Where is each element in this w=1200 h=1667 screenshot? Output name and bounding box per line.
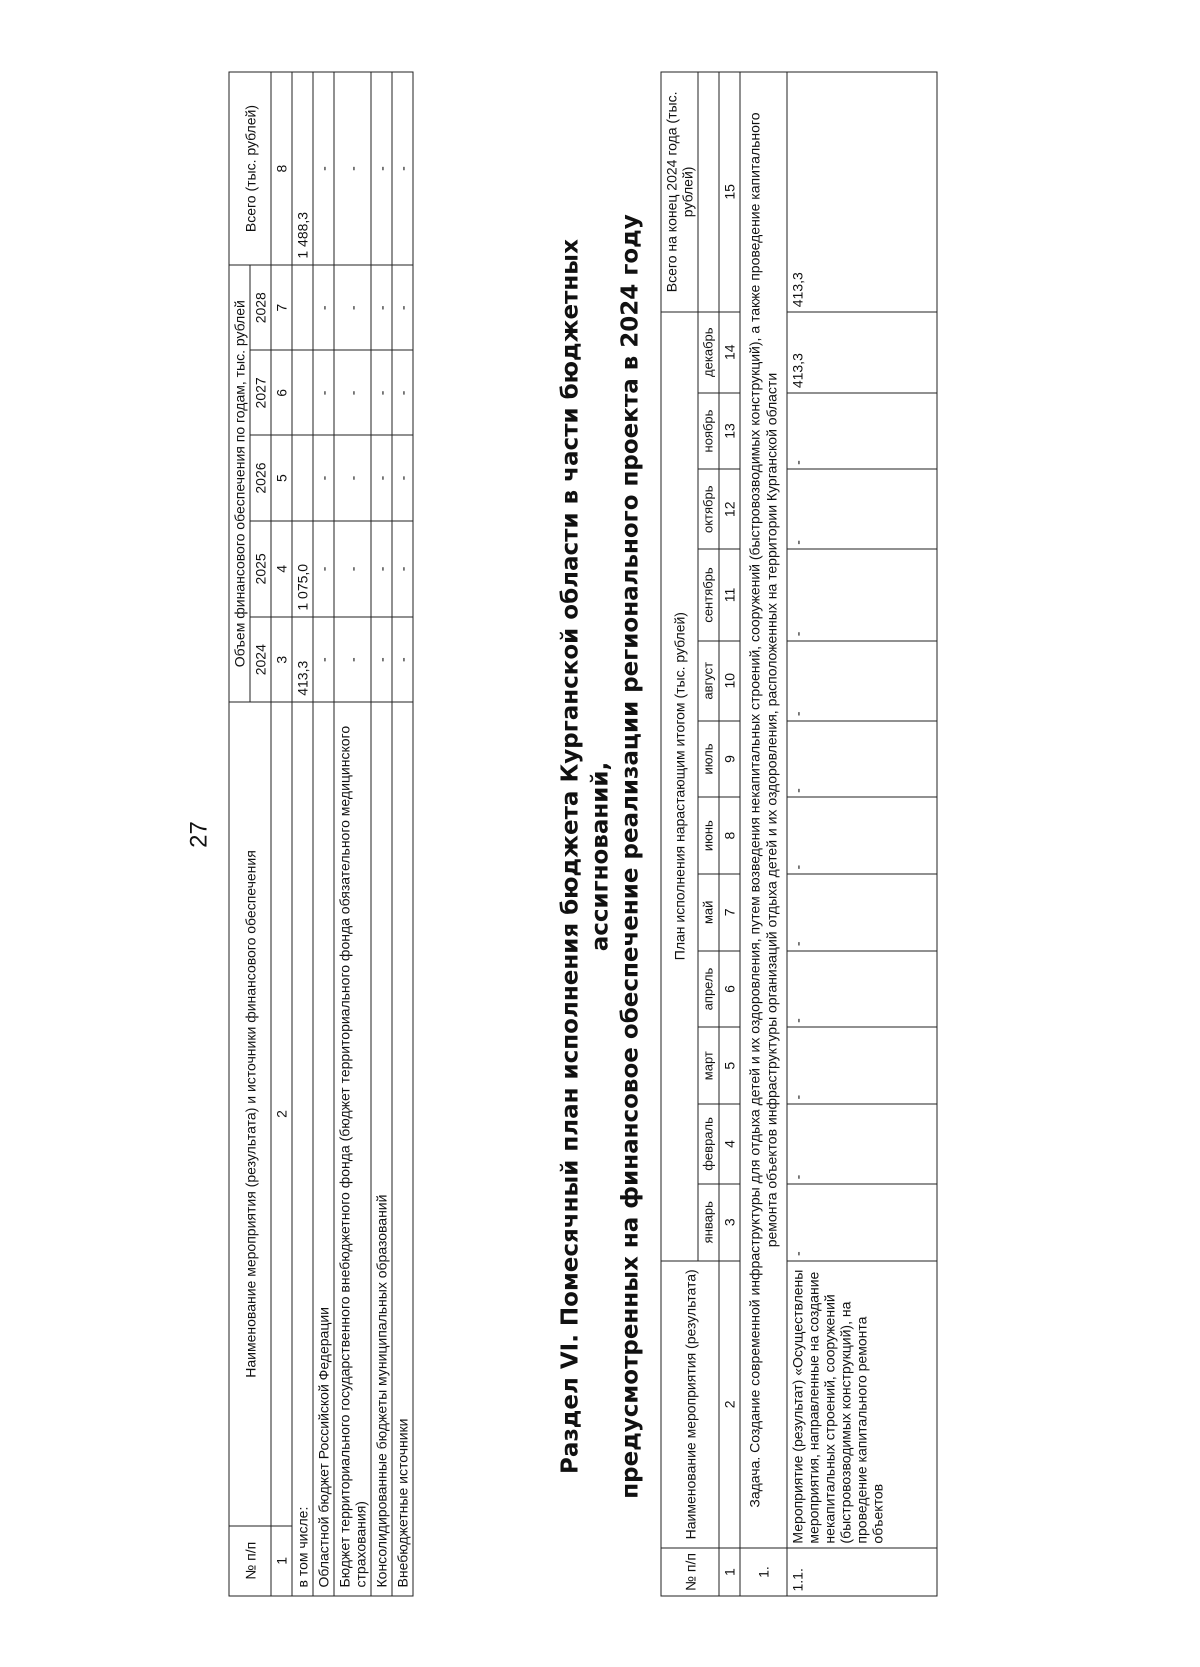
value-cell: - xyxy=(313,617,334,702)
month-header: декабрь xyxy=(698,312,719,393)
col-total-header: Всего на конец 2024 года (тыс. рублей) xyxy=(661,72,698,312)
year-header: 2025 xyxy=(250,521,271,618)
source-label: Консолидированные бюджеты муниципальных образований xyxy=(371,702,392,1596)
event-name: Мероприятие (результат) «Осуществлены мероприятия, направленные на создание некапитальных строений, сооружений (быстровозводимых конструкций), на проведение капитального ремонта объектов xyxy=(787,1261,937,1549)
total-cell: - xyxy=(392,72,413,265)
funding-header-row xyxy=(229,72,250,1596)
section-heading-line1: Раздел VI. Помесячный план исполнения бюджета Курганской области в части бюджетных ассигнований, xyxy=(557,239,613,1474)
value-cell: - xyxy=(392,350,413,435)
month-header: февраль xyxy=(698,1104,719,1184)
col-number: 1 xyxy=(719,1548,740,1596)
col-number: 8 xyxy=(271,72,292,265)
col-number: 13 xyxy=(719,393,740,470)
col-total-header: Всего (тыс. рублей) xyxy=(229,72,271,265)
month-value: 413,3 xyxy=(787,312,937,393)
plan-colnum-row xyxy=(719,72,740,1596)
monthly-plan-table xyxy=(660,72,937,1597)
value-cell: - xyxy=(313,521,334,618)
month-header: март xyxy=(698,1027,719,1104)
month-value: - xyxy=(787,1027,937,1104)
value-cell: - xyxy=(371,521,392,618)
value-cell: 1 075,0 xyxy=(292,521,313,618)
col-number: 6 xyxy=(719,951,740,1028)
value-cell: - xyxy=(334,265,371,350)
plan-header-row xyxy=(661,72,698,1596)
total-cell: 1 488,3 xyxy=(292,72,313,265)
col-num-header: № п/п xyxy=(661,1548,719,1596)
month-value: - xyxy=(787,797,937,874)
col-number: 3 xyxy=(271,617,292,702)
value-cell xyxy=(292,350,313,435)
value-cell: - xyxy=(371,617,392,702)
value-cell: - xyxy=(334,435,371,520)
value-cell: - xyxy=(334,350,371,435)
month-header: май xyxy=(698,874,719,951)
col-number: 2 xyxy=(271,702,292,1525)
event-number: 1.1. xyxy=(787,1548,937,1596)
funding-row xyxy=(371,72,392,1596)
value-cell xyxy=(292,435,313,520)
source-label: Областной бюджет Российской Федерации xyxy=(313,702,334,1596)
month-header: ноябрь xyxy=(698,393,719,470)
funding-colnum-row xyxy=(271,72,292,1596)
month-header: июнь xyxy=(698,797,719,874)
month-header: апрель xyxy=(698,951,719,1028)
col-number: 4 xyxy=(271,521,292,618)
source-label: Бюджет территориального государственного внебюджетного фонда (бюджет территориального фонда обязательного медицинского страхования) xyxy=(334,702,371,1596)
funding-row xyxy=(334,72,371,1596)
month-header: август xyxy=(698,641,719,721)
month-header: июль xyxy=(698,721,719,798)
col-number: 7 xyxy=(271,265,292,350)
month-value: - xyxy=(787,469,937,549)
value-cell: - xyxy=(313,350,334,435)
col-plan-header: План исполнения нарастающим итогом (тыс. рублей) xyxy=(661,312,698,1261)
col-name-header: Наименование мероприятия (результата) xyxy=(661,1261,719,1549)
task-number: 1. xyxy=(740,1548,787,1596)
event-total: 413,3 xyxy=(787,72,937,312)
month-header: сентябрь xyxy=(698,549,719,641)
total-cell: - xyxy=(371,72,392,265)
month-value: - xyxy=(787,393,937,470)
year-header: 2028 xyxy=(250,265,271,350)
col-number: 7 xyxy=(719,874,740,951)
section-heading-line2: предусмотренных на финансовое обеспечение реализации регионального проекта в 2024 году xyxy=(617,214,643,1499)
task-text: Задача. Создание современной инфраструктуры для отдыха детей и их оздоровления, путем возведения некапитальных строений, сооружений (быстровозводимых конструкций), а также проведение капитального ремонта объектов инфраструктуры организаций отдыха детей и их оздоровления, расположенных на территории Курганской области xyxy=(740,72,787,1548)
month-value: - xyxy=(787,1184,937,1261)
value-cell: - xyxy=(392,265,413,350)
value-cell: 413,3 xyxy=(292,617,313,702)
month-header: октябрь xyxy=(698,469,719,549)
col-number: 2 xyxy=(719,1261,740,1549)
col-number: 11 xyxy=(719,549,740,641)
month-header: январь xyxy=(698,1184,719,1261)
col-number: 5 xyxy=(719,1027,740,1104)
month-value: - xyxy=(787,641,937,721)
col-number: 10 xyxy=(719,641,740,721)
value-cell: - xyxy=(313,265,334,350)
col-number: 12 xyxy=(719,469,740,549)
year-header: 2027 xyxy=(250,350,271,435)
value-cell: - xyxy=(392,521,413,618)
month-value: - xyxy=(787,1104,937,1184)
value-cell xyxy=(292,265,313,350)
col-number: 9 xyxy=(719,721,740,798)
month-value: - xyxy=(787,951,937,1028)
funding-table xyxy=(228,72,413,1597)
month-value: - xyxy=(787,874,937,951)
col-number: 8 xyxy=(719,797,740,874)
total-cell: - xyxy=(334,72,371,265)
event-row xyxy=(787,72,937,1596)
empty-header-cell xyxy=(698,72,719,312)
year-header: 2024 xyxy=(250,617,271,702)
col-number: 4 xyxy=(719,1104,740,1184)
value-cell: - xyxy=(334,521,371,618)
funding-row xyxy=(313,72,334,1596)
col-number: 3 xyxy=(719,1184,740,1261)
col-number: 1 xyxy=(271,1526,292,1596)
value-cell: - xyxy=(371,265,392,350)
source-label: в том числе: xyxy=(292,702,313,1596)
value-cell: - xyxy=(371,350,392,435)
value-cell: - xyxy=(371,435,392,520)
value-cell: - xyxy=(392,435,413,520)
task-row xyxy=(740,72,787,1596)
col-volume-header: Объем финансового обеспечения по годам, тыс. рублей xyxy=(229,265,250,702)
total-cell: - xyxy=(313,72,334,265)
col-num-header: № п/п xyxy=(229,1526,271,1596)
year-header: 2026 xyxy=(250,435,271,520)
funding-row xyxy=(292,72,313,1596)
col-number: 14 xyxy=(719,312,740,393)
funding-row xyxy=(392,72,413,1596)
col-number: 6 xyxy=(271,350,292,435)
col-number: 5 xyxy=(271,435,292,520)
section-heading xyxy=(555,207,645,1507)
col-number: 15 xyxy=(719,72,740,312)
month-value: - xyxy=(787,721,937,798)
page-number: 27 xyxy=(185,821,212,848)
value-cell: - xyxy=(334,617,371,702)
value-cell: - xyxy=(392,617,413,702)
month-value: - xyxy=(787,549,937,641)
col-name-header: Наименование мероприятия (результата) и источники финансового обеспечения xyxy=(229,702,271,1525)
source-label: Внебюджетные источники xyxy=(392,702,413,1596)
value-cell: - xyxy=(313,435,334,520)
